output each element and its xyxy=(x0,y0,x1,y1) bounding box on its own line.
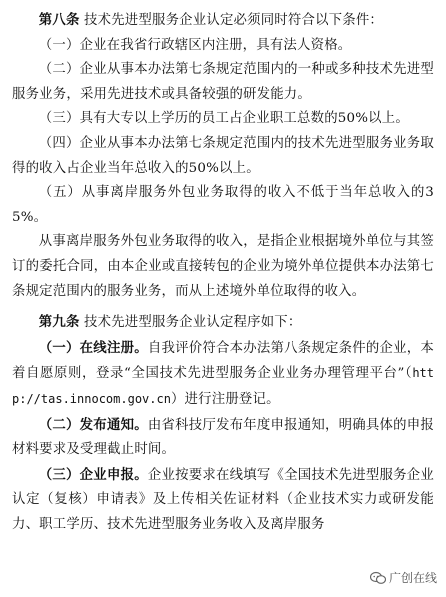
article9-intro xyxy=(12,310,434,336)
step-2-text: 由省科技厅发布年度申报通知，明确具体的申报材料要求及受理截止时间。 xyxy=(12,417,434,458)
step-1-text-a: 自我评价符合本办法第八条规定条件的企业，本着自愿原则，登录“全国技术先进型服务企业业务办理管理平台”（ xyxy=(12,340,434,382)
article8-note: 从事离岸服务外包业务取得的收入，是指企业根据境外单位与其签订的委托合同，由本企业或直接转包的企业为境外单位提供本办法第七条规定范围内的服务业务，而从上述境外单位取得的收入。 xyxy=(12,234,434,299)
platform-url: http://tas.innocom.gov.cn xyxy=(12,366,434,406)
step-2-label: （二）发布通知。 xyxy=(38,416,148,433)
article8-item-1: （一）企业在我省行政辖区内注册，具有法人资格。 xyxy=(38,37,352,53)
article9-step-2 xyxy=(12,413,434,463)
article8-heading: 第八条 xyxy=(38,12,80,28)
source-watermark xyxy=(367,568,440,587)
article8-item-3: （三）具有大专以上学历的员工占企业职工总数的50%以上。 xyxy=(38,111,409,127)
article9-step-1 xyxy=(12,336,434,413)
article8-item-2: （二）企业从事本办法第七条规定范围内的一种或多种技术先进型服务业务，采用先进技术或具备较强的研发能力。 xyxy=(12,62,434,102)
article9-step-3 xyxy=(12,463,434,538)
step-1-text-b: ）进行注册登记。 xyxy=(170,391,280,407)
step-3-text: 企业按要求在线填写《全国技术先进型服务企业认定（复核）申请表》及上传相关佐证材料（企业技术实力或研发能力、职工学历、技术先进型服务业务收入及离岸服务 xyxy=(12,467,434,532)
article9-intro-text: 技术先进型服务企业认定程序如下： xyxy=(79,315,302,331)
step-1-label: （一）在线注册。 xyxy=(38,339,148,356)
article8-intro xyxy=(12,8,434,34)
article8-item-5: （五）从事离岸服务外包业务取得的收入不低于当年总收入的35%。 xyxy=(12,185,434,225)
article8-intro-text: 技术先进型服务企业认定必须同时符合以下条件： xyxy=(79,13,384,28)
chat-bubble-icon xyxy=(370,571,386,585)
article9-heading: 第九条 xyxy=(38,314,80,331)
article8-item-4: （四）企业从事本办法第七条规定范围内的技术先进型服务业务取得的收入占企业当年总收入的50%以上。 xyxy=(12,135,434,176)
step-3-label: （三）企业申报。 xyxy=(38,466,148,483)
watermark-text: 广创在线 xyxy=(388,571,437,585)
